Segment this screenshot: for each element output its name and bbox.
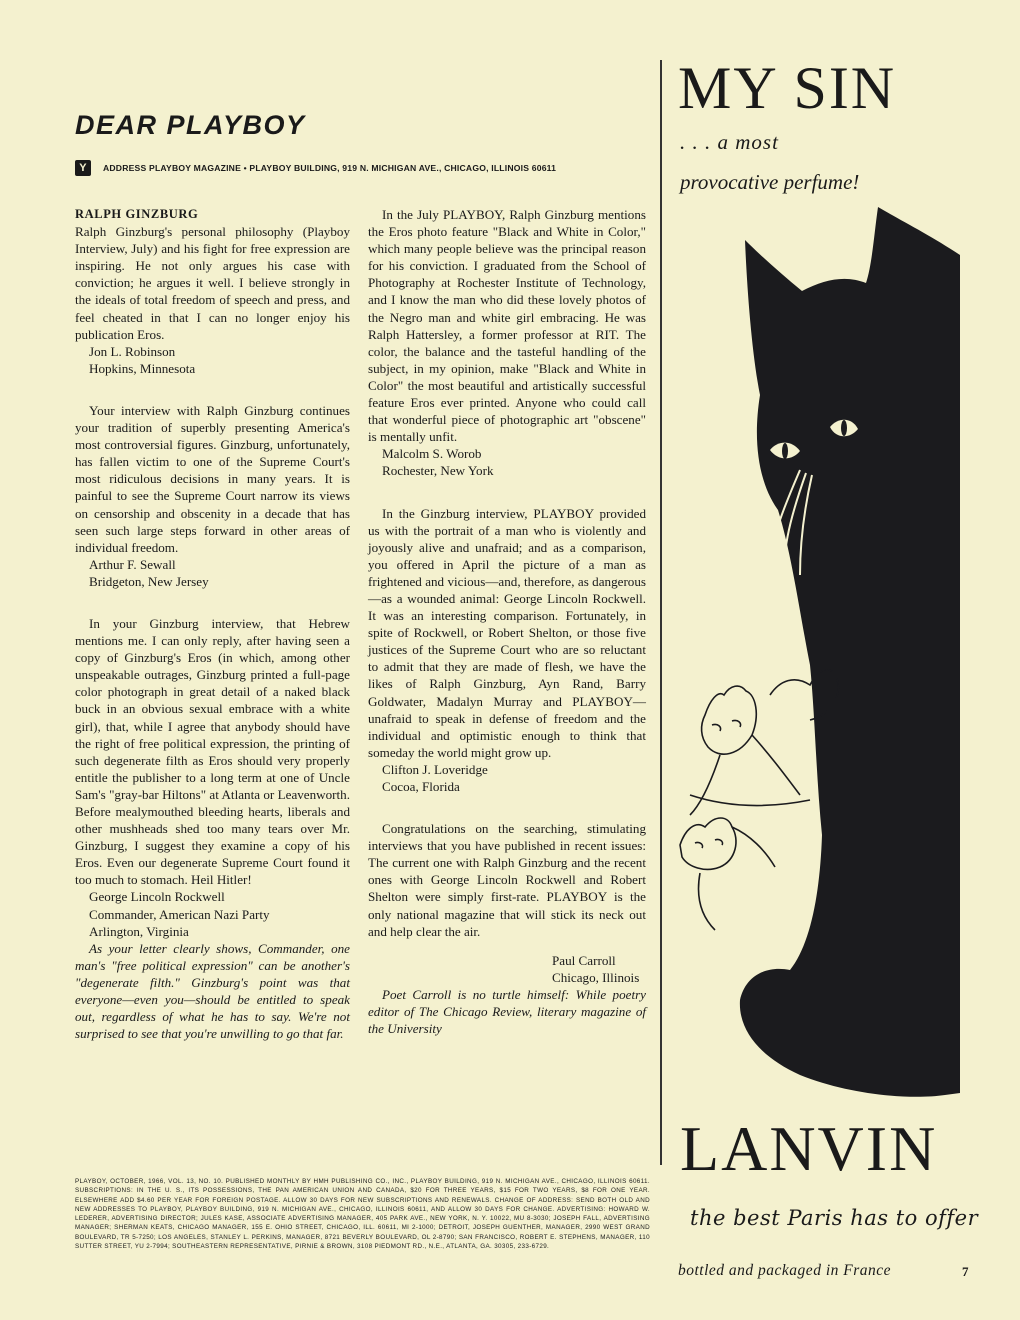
- editor-reply: Poet Carroll is no turtle himself: While poetry editor of The Chicago Review, literary magazine of the University: [368, 986, 646, 1037]
- publication-info: PLAYBOY, OCTOBER, 1966, VOL. 13, NO. 10. PUBLISHED MONTHLY BY HMH PUBLISHING CO., INC., PLAYBOY BUILDING, 919 N. MICHIGAN AVE., CHICAGO, ILLINOIS 60611. SUBSCRIPTIONS: IN THE U. S., ITS POSSESSIONS, THE PAN AMERICAN UNION AND CANADA, $20 FOR THREE YEARS, $15 FOR TWO YEARS, $8 FOR ONE YEAR. ELSEWHERE ADD $4.60 PER YEAR FOR FOREIGN POSTAGE. ALLOW 30 DAYS FOR NEW SUBSCRIPTIONS AND RENEWALS. CHANGE OF ADDRESS: SEND BOTH OLD AND NEW ADDRESSES TO PLAYBOY, PLAYBOY BUILDING, 919 N. MICHIGAN AVE., CHICAGO, ILLINOIS 60611, AND ALLOW 30 DAYS FOR CHANGE. ADVERTISING: HOWARD W. LEDERER, ADVERTISING DIRECTOR; JULES KASE, ASSOCIATE ADVERTISING MANAGER, 405 PARK AVE., NEW YORK, N. Y. 10022, MU 8-3030; JOSEPH FALL, ADVERTISING MANAGER; SHERMAN KEATS, CHICAGO MANAGER, 155 E. OHIO STREET, CHICAGO, ILL. 60611, MI 2-1000; DETROIT, JOSEPH GUENTHER, MANAGER, 2990 WEST GRAND BOULEVARD, TR 5-7250; LOS ANGELES, STANLEY L. PERKINS, MANAGER, 8721 BEVERLY BOULEVARD, OL 2-8790; SAN FRANCISCO, ROBERT E. STEPHENS, MANAGER, 110 SUTTER STREET, YU 2-7994; SOUTHEASTERN REPRESENTATIVE, PIRNIE & BROWN, 3108 PIEDMONT RD., N.E., ATLANTA, GA. 30305, 233-6729.: [75, 1178, 650, 1251]
- cat-silhouette: [740, 207, 960, 1097]
- letter-loveridge: In the Ginzburg interview, PLAYBOY provided us with the portrait of a man who is violently and joyously alive and unafraid; and as a comparison, you offered in April the picture of a man as frightened and vicious—and, therefore, as dangerous—as a wounded animal: George Lincoln Rockwell. It was an interesting comparison. Fortunately, in spite of Rockwell, or Robert Shelton, or those five justices of the Supreme Court who are so reluctant to admit that they are made of flesh, we have the likes of Ralph Ginzburg, Ayn Rand, Barry Goldwater, Madalyn Murray and PLAYBOY—unafraid to speak in defense of freedom and the individual and optimistic enough to think that someday the world might grow up.: [368, 505, 646, 760]
- signature-name: Malcolm S. Worob: [382, 446, 482, 462]
- letter-worob: In the July PLAYBOY, Ralph Ginzburg mentions the Eros photo feature "Black and White in Color," which many people believe was the principal reason for his conviction. I graduated from the School of Photography at Rochester Institute of Technology, and I know the man who did these lovely photos of the Negro man and white girl embracing. He was Ralph Hattersley, a former professor at RIT. The color, the balance and the tasteful handling of the subject, in my opinion, make "Black and White in Color" the most beautiful and artistically successful feature Eros ever printed. Anyone who could call that wonderful piece of photographic art "obscene" is mentally unfit.: [368, 207, 646, 445]
- left-column: [75, 206, 350, 1042]
- signature-place: Cocoa, Florida: [382, 779, 460, 794]
- ad-brand-name: MY SIN: [678, 55, 897, 121]
- letter-rockwell: In your Ginzburg interview, that Hebrew mentions me. I can only reply, after having seen a copy of Ginzburg's Eros (in which, among other unspeakable outrages, Ginzburg printed a full-page color photograph in great detail of a naked black buck in an obvious sexual embrace with a white girl), that, while I agree that anybody should have the right of free political expression, the printing of such degenerate filth as Eros should very properly entitle the publisher to a long term at one of Uncle Sam's "gray-bar Hiltons" at Atlanta or Leavenworth. Before mealymouthed bleeding hearts, liberals and other mushheads shed too many tears over Mr. Ginzburg, I suggest they examine a copy of his Eros. Even our degenerate Supreme Court found it too much to stomach. Heil Hitler!: [75, 615, 350, 888]
- signature-title: Commander, American Nazi Party: [89, 906, 270, 922]
- signature-name: Jon L. Robinson: [89, 343, 176, 359]
- black-cat-illustration: [660, 195, 960, 1110]
- rabbit-head-logo-icon: Y: [75, 160, 91, 176]
- signature-name: Clifton J. Loveridge: [382, 761, 488, 777]
- ad-tagline: . . . a most: [680, 130, 779, 154]
- letter-carroll: Congratulations on the searching, stimulating interviews that you have published in recent issues: The current one with Ralph Ginzburg and the recent ones with George Lincoln Rockwell and Robert Shelton were simply first-rate. PLAYBOY is the only national magazine that will stick its neck out and help clear the air.: [368, 821, 646, 939]
- letter-robinson: Ralph Ginzburg's personal philosophy (Playboy Interview, July) and his fight for free expression are inspiring. He not only argues his case with conviction; he argues it well. I believe strongly in the ideals of total freedom of speech and press, and feel cheated in that I can no longer enjoy his publication Eros.: [75, 224, 350, 342]
- signature-place: Rochester, New York: [382, 463, 494, 479]
- signature-name: Arthur F. Sewall: [89, 556, 176, 572]
- signature-name: George Lincoln Rockwell: [89, 889, 225, 905]
- signature-place: Hopkins, Minnesota: [89, 360, 196, 376]
- signature-place: Bridgeton, New Jersey: [89, 573, 209, 589]
- ad-origin-line: bottled and packaged in France: [678, 1262, 892, 1279]
- ad-slogan: the best Paris has to offer: [690, 1206, 979, 1230]
- page-number: 7: [962, 1264, 969, 1279]
- page-title: DEAR PLAYBOY: [75, 110, 306, 140]
- ad-tagline: provocative perfume!: [680, 170, 860, 194]
- signature-name: Paul Carroll: [552, 952, 616, 968]
- mailing-address: ADDRESS PLAYBOY MAGAZINE • PLAYBOY BUILDING, 919 N. MICHIGAN AVE., CHICAGO, ILLINOIS 60611: [103, 163, 557, 173]
- section-heading: RALPH GINZBURG: [75, 207, 199, 221]
- letter-sewall: Your interview with Ralph Ginzburg continues your tradition of superbly presenting America's most controversial figures. Ginzburg, unfortunately, has fallen victim to one of the Supreme Court's most ridiculous decisions in many years. It is painful to see the Supreme Court narrow its views on censorship and obscenity in a decade that has seen such large steps forward in other areas of individual freedom.: [75, 402, 350, 555]
- editor-reply: As your letter clearly shows, Commander, one man's "free political expression" can be another's "degenerate filth." Ginzburg's point was that everyone—even you—should be entitled to speak out, regardless of what he has to say. We're not surprised to see that you're unwilling to go that far.: [75, 940, 350, 1042]
- signature-place: Arlington, Virginia: [89, 923, 189, 939]
- middle-column: [368, 206, 646, 1037]
- signature-place: Chicago, Illinois: [552, 969, 640, 985]
- ad-maker-name: LANVIN: [680, 1113, 938, 1184]
- address-line: [75, 160, 655, 176]
